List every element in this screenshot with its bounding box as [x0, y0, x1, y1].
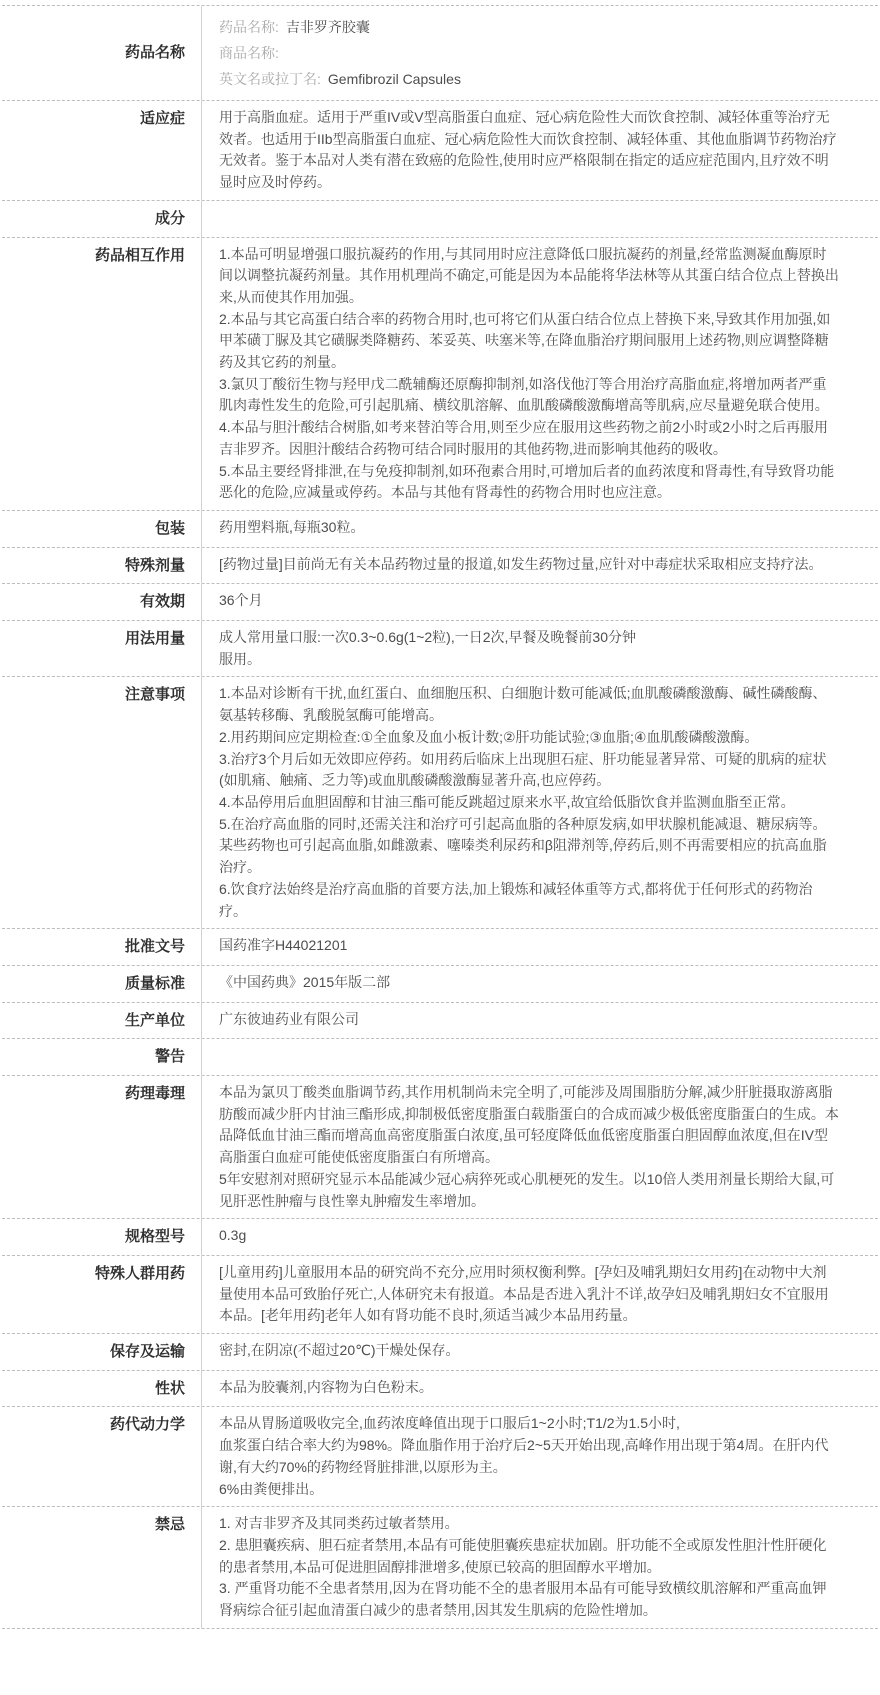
paragraph: 5年安慰剂对照研究显示本品能减少冠心病猝死或心肌梗死的发生。以10倍人类用剂量长期给大鼠,可见肝恶性肿瘤与良性睾丸肿瘤发生率增加。	[219, 1170, 835, 1209]
row-content-indications	[201, 101, 878, 200]
paragraph: 6%由粪便排出。	[219, 1480, 324, 1497]
row-content-ingredients	[201, 201, 878, 237]
paragraph: 本品为胶囊剂,内容物为白色粉末。	[219, 1378, 433, 1395]
row-label-quality-standard: 质量标准	[124, 974, 185, 992]
paragraph: 3.治疗3个月后如无效即应停药。如用药后临床上出现胆石症、肝功能显著异常、可疑的肌病的症状(如肌痛、触痛、乏力等)或血肌酸磷酸激酶显著升高,也应停药。	[219, 750, 827, 789]
table-row-validity-period	[2, 584, 878, 621]
row-label-approval-number: 批准文号	[124, 938, 185, 956]
row-content-quality-standard	[201, 966, 878, 1002]
field-line	[219, 66, 840, 92]
row-label-validity-period: 有效期	[139, 593, 185, 611]
field-line	[219, 40, 840, 66]
paragraph: 36个月	[219, 592, 263, 609]
row-content-storage-transport	[201, 1334, 878, 1370]
row-content-pharmacokinetics	[201, 1407, 878, 1506]
row-content-pharmacology-toxicology	[201, 1076, 878, 1218]
paragraph: 《中国药典》2015年版二部	[219, 973, 391, 990]
row-content-approval-number	[201, 929, 878, 965]
row-label-properties: 性状	[154, 1379, 185, 1397]
field-line	[219, 14, 840, 40]
table-row-packaging	[2, 511, 878, 548]
row-content-dosage-usage	[201, 621, 878, 676]
row-content-specification	[201, 1219, 878, 1255]
paragraph: 成人常用量口服:一次0.3~0.6g(1~2粒),一日2次,早餐及晚餐前30分钟	[219, 629, 636, 646]
row-content-drug-name	[201, 6, 878, 100]
row-label-pharmacology-toxicology: 药理毒理	[124, 1085, 185, 1103]
table-row-ingredients	[2, 201, 878, 238]
table-row-contraindications	[2, 1507, 878, 1629]
row-label-pharmacokinetics: 药代动力学	[109, 1416, 185, 1434]
table-row-pharmacology-toxicology	[2, 1076, 878, 1219]
paragraph: 4.本品停用后血胆固醇和甘油三酯可能反跳超过原来水平,故宜给低脂饮食并监测血脂至正常。	[219, 793, 795, 810]
row-content-manufacturer	[201, 1003, 878, 1039]
row-label-contraindications: 禁忌	[154, 1516, 185, 1534]
table-row-quality-standard	[2, 966, 878, 1003]
paragraph: 1.本品对诊断有干扰,血红蛋白、血细胞压积、白细胞计数可能减低;血肌酸磷酸激酶、碱性磷酸酶、氨基转移酶、乳酸脱氢酶可能增高。	[219, 685, 827, 724]
paragraph: 6.饮食疗法始终是治疗高血脂的首要方法,加上锻炼和减轻体重等方式,都将优于任何形式的药物治疗。	[219, 880, 813, 919]
table-row-dosage-usage	[2, 621, 878, 677]
field-value: 吉非罗齐胶囊	[285, 19, 370, 35]
field-name: 英文名或拉丁名:	[219, 71, 321, 87]
row-content-warning	[201, 1039, 878, 1075]
row-label-special-populations: 特殊人群用药	[94, 1264, 185, 1282]
row-content-precautions	[201, 677, 878, 928]
paragraph: 本品为氯贝丁酸类血脂调节药,其作用机制尚未完全明了,可能涉及周围脂肪分解,减少肝脏摄取游离脂肪酸而减少肝内甘油三酯形成,抑制极低密度脂蛋白载脂蛋白的合成而减少极低密度脂蛋白的生成。本品降低血甘油三酯而增高血高密度脂蛋白浓度,虽可轻度降低血低密度脂蛋白胆固醇血浓度,但在IV型高脂蛋白血症可能使低密度脂蛋白有所增高。	[219, 1084, 839, 1166]
row-content-properties	[201, 1371, 878, 1407]
table-row-properties	[2, 1371, 878, 1408]
row-label-drug-name: 药品名称	[124, 44, 185, 62]
drug-info-table	[2, 5, 878, 1629]
paragraph: 广东彼迪药业有限公司	[219, 1010, 359, 1027]
row-content-drug-interactions	[201, 238, 878, 510]
row-label-special-dosage: 特殊剂量	[124, 556, 185, 574]
paragraph: 1. 对吉非罗齐及其同类药过敏者禁用。	[219, 1515, 459, 1532]
paragraph: 5.本品主要经肾排泄,在与免疫抑制剂,如环孢素合用时,可增加后者的血药浓度和肾毒性,有导致肾功能恶化的危险,应减量或停药。本品与其他有肾毒性的药物合用时也应注意。	[219, 462, 835, 501]
paragraph: 2.本品与其它高蛋白结合率的药物合用时,也可将它们从蛋白结合位点上替换下来,导致其作用加强,如甲苯磺丁脲及其它磺脲类降糖药、苯妥英、呋塞米等,在降血脂治疗期间服用上述药物,则应调整降糖药及其它药的剂量。	[219, 310, 831, 371]
paragraph: 药用塑料瓶,每瓶30粒。	[219, 518, 365, 535]
table-row-manufacturer	[2, 1003, 878, 1040]
paragraph: 血浆蛋白结合率大约为98%。降血脂作用于治疗后2~5天开始出现,高峰作用出现于第4周。在肝内代谢,有大约70%的药物经肾脏排泄,以原形为主。	[219, 1437, 829, 1475]
row-label-ingredients: 成分	[154, 209, 185, 227]
row-content-special-populations	[201, 1256, 878, 1333]
table-row-precautions	[2, 677, 878, 929]
paragraph: 3.氯贝丁酸衍生物与羟甲戊二酰辅酶还原酶抑制剂,如洛伐他汀等合用治疗高脂血症,将增加两者严重肌肉毒性发生的危险,可引起肌痛、横纹肌溶解、血肌酸磷酸激酶增高等肌病,应尽量避免联合使用。	[219, 375, 829, 414]
paragraph: 1.本品可明显增强口服抗凝药的作用,与其同用时应注意降低口服抗凝药的剂量,经常监测凝血酶原时间以调整抗凝药剂量。其作用机理尚不确定,可能是因为本品能将华法林等从其蛋白结合位点上替换出来,从而使其作用加强。	[219, 245, 839, 305]
paragraph: 2. 患胆囊疾病、胆石症者禁用,本品有可能使胆囊疾患症状加剧。肝功能不全或原发性胆汁性肝硬化的患者禁用,本品可促进胆固醇排泄增多,使原已较高的胆固醇水平增加。	[219, 1536, 827, 1575]
table-row-special-populations	[2, 1256, 878, 1334]
row-label-packaging: 包装	[154, 519, 185, 537]
paragraph: 4.本品与胆汁酸结合树脂,如考来替泊等合用,则至少应在服用这些药物之前2小时或2小时之后再服用吉非罗齐。因胆汁酸结合药物可结合同时服用的其他药物,进而影响其他药的吸收。	[219, 419, 829, 457]
paragraph: 用于高脂血症。适用于严重IV或V型高脂蛋白血症、冠心病危险性大而饮食控制、减轻体重等治疗无效者。也适用于IIb型高脂蛋白血症、冠心病危险性大而饮食控制、减轻体重、其他血脂调节药物治疗无效者。鉴于本品对人类有潜在致癌的危险性,使用时应严格限制在指定的适应症范围内,且疗效不明显时应及时停药。	[219, 109, 837, 191]
paragraph: 0.3g	[219, 1227, 247, 1244]
row-label-manufacturer: 生产单位	[124, 1011, 185, 1029]
paragraph: [儿童用药]儿童服用本品的研究尚不充分,应用时须权衡利弊。[孕妇及哺乳期妇女用药]在动物中大剂量使用本品可致胎仔死亡,人体研究未有报道。本品是否进入乳汁不详,故孕妇及哺乳期妇女不宜服用本品。[老年用药]老年人如有肾功能不良时,须适当减少本品用药量。	[219, 1263, 829, 1324]
table-row-specification	[2, 1219, 878, 1256]
row-label-specification: 规格型号	[124, 1228, 185, 1246]
row-content-contraindications	[201, 1507, 878, 1628]
row-label-warning: 警告	[154, 1048, 185, 1066]
row-label-storage-transport: 保存及运输	[109, 1343, 185, 1361]
paragraph: 国药准字H44021201	[219, 937, 348, 954]
paragraph: 2.用药期间应定期检查:①全血象及血小板计数;②肝功能试验;③血脂;④血肌酸磷酸激酶。	[219, 728, 759, 745]
field-value: Gemfibrozil Capsules	[327, 71, 461, 87]
paragraph: 3. 严重肾功能不全患者禁用,因为在肾功能不全的患者服用本品有可能导致横纹肌溶解和严重高血钾肾病综合征引起血清蛋白减少的患者禁用,因其发生肌病的危险性增加。	[219, 1580, 827, 1619]
row-label-drug-interactions: 药品相互作用	[94, 246, 185, 264]
paragraph: 5.在治疗高血脂的同时,还需关注和治疗可引起高血脂的各种原发病,如甲状腺机能减退、糖尿病等。某些药物也可引起高血脂,如雌激素、噻嗪类利尿药和β阻滞剂等,停药后,则不再需要相应的抗高血脂治疗。	[219, 815, 827, 876]
paragraph: 服用。	[219, 650, 261, 667]
table-row-pharmacokinetics	[2, 1407, 878, 1507]
row-label-precautions: 注意事项	[124, 686, 185, 704]
field-name: 药品名称:	[219, 19, 279, 35]
row-content-validity-period	[201, 584, 878, 620]
row-label-indications: 适应症	[139, 110, 185, 127]
paragraph: 本品从胃肠道吸收完全,血药浓度峰值出现于口服后1~2小时;T1/2为1.5小时,	[219, 1415, 680, 1432]
row-content-packaging	[201, 511, 878, 547]
row-content-special-dosage	[201, 548, 878, 584]
table-row-approval-number	[2, 929, 878, 966]
field-name: 商品名称:	[219, 45, 279, 61]
table-row-storage-transport	[2, 1334, 878, 1371]
paragraph: [药物过量]目前尚无有关本品药物过量的报道,如发生药物过量,应针对中毒症状采取相应支持疗法。	[219, 555, 823, 572]
table-row-drug-name	[2, 6, 878, 101]
table-row-indications	[2, 101, 878, 201]
table-row-drug-interactions	[2, 238, 878, 511]
table-row-warning	[2, 1039, 878, 1076]
table-row-special-dosage	[2, 548, 878, 585]
paragraph: 密封,在阴凉(不超过20℃)干燥处保存。	[219, 1342, 460, 1359]
row-label-dosage-usage: 用法用量	[124, 630, 185, 648]
